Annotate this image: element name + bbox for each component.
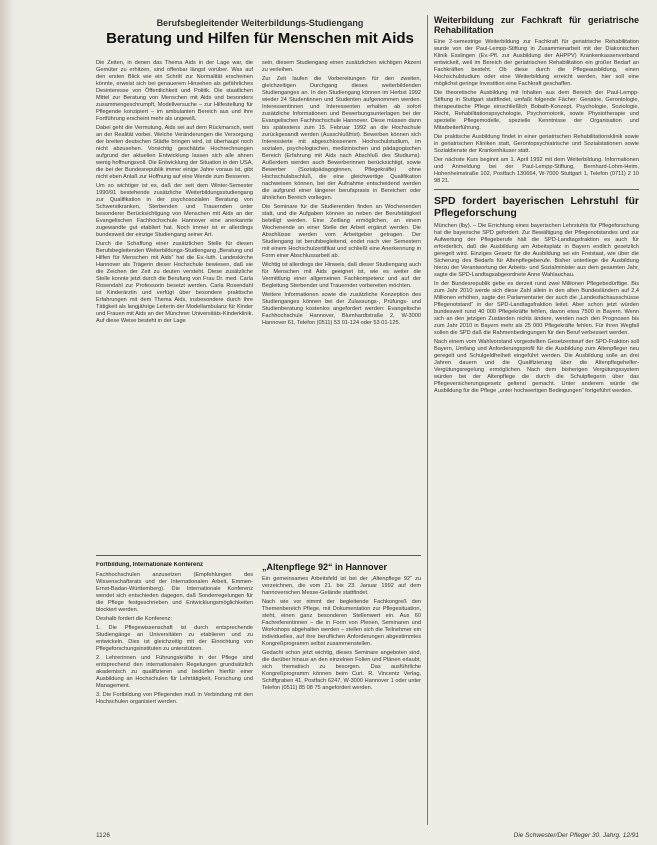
paragraph: Nach wie vor nimmt der begleitende Fachkongreß den Themenbereich Pflege, mit Dokumentation zur Pflegesituation, steht, einen ganz besonderen Stellenwert ein. Aus 60 Fachreferentinnen – die in Form von Plenen, Seminaren und Workshops abgehalten werden – stellen sich die Teilnehmer ein individuelles, auf ihre beruflichen Anforderungen abgestimmtes Kongreßprogramm selbst zusammenstellen. xyxy=(262,599,421,647)
column-2-top xyxy=(262,60,421,550)
page-number: 1126 xyxy=(96,832,110,839)
article-kicker: Berufsbegleitender Weiterbildungs-Studiengang xyxy=(156,18,364,28)
column-1-bottom xyxy=(96,562,253,824)
journal-footer: Die Schwester/Der Pfleger 30. Jahrg. 12/91 xyxy=(513,832,639,839)
paragraph: Gedacht schon jetzt wichtig, dieses Seminare angeboten sind, die darüber hinaus an den einzelnen Folien und Plänen erlaubt, sich thematisch zu besorgen. Das ausführliche Kongreßprogramm können beim Curt. R. Vincentz Verlag, Schiffgraben 41, Postfach 6247, W-3000 Hannover 1 oder unter Telefon (0511) 85 08 75 angefordert werden. xyxy=(262,650,421,691)
paragraph: Dabei geht die Vermutung, Aids sei auf dem Rückmarsch, weit an der Realität vorbei. Welche Veränderungen die Versorgung der breiten deutschen Städte bringen wird, ist überhaupt noch nicht abzusehen. Vorsichtig geschätzte Hochrechnungen aufgrund der aktuellen Entwicklung lassen sich alle ahnen wenig hoffnungsvoll. Die Entwicklung der Situation in den USA, die bei der Bundesrepublik immer einige Jahre voraus ist, gibt nicht eben Anlaß zur Hoffnung auf eine Wende zum Besseren. xyxy=(96,125,253,180)
paragraph: Durch die Schaffung einer zusätzlichen Stelle für diesen Berufsbegleitenden Weiterbildungs-Studiengang „Beratung und Hilfen für Menschen mit Aids“ hat die Ev.-luth. Landeskirche Hannover als Trägerin dieser Hochschule bewiesen, daß sie die Zeichen der Zeit zu deuten versteht. Diese zusätzliche Stelle konnte jetzt durch die Berufung von Frau Dr. med. Carla Rosendahl zur Professorin besetzt werden. Carla Rosendahl ist Kinderärztin und verfügt über besondere praktische Erfahrungen mit dem Thema Aids, insbesondere durch ihre Tätigkeit als langjährige Leiterin der Modellambulanz für Kinder und Frauen mit Aids an der Münchner Universitäts-Kinderklinik. Auf diese Weise besteht in der Lage xyxy=(96,241,253,324)
paragraph: München (lby). – Die Errichtung eines bayerischen Lehrstuhls für Pflegeforschung hat die bayerische SPD gefordert. Zur Bewältigung der Pflegenotstandes und zur Aufwertung der Pflegeberufe hält die SPD-Landtagsfraktion es auch für erforderlich, daß die Ausbildung am Arbeitsplatz in Bayern endlich gesetzlich geregelt wird. Einziges Gesetz für die Ausbildung sei ein Freistaat, wie über die Sicherung des Bedarfs für Altenpflegeberufe. Bisher unterliege die Ausbildung hierzu der Verantwortung der Arbeits- und Sozialminister aus dem gesamten Jahr, sagte die SPD-Landtagsabgeordnete Anne Wahlauchau. xyxy=(434,223,639,278)
section-divider xyxy=(434,189,639,190)
paragraph: Die theoretische Ausbildung mit Inhalten aus dem Bereich der Paul-Lempp-Stiftung in Stuttgart stattfindet, umfaßt folgende Fächer: Geriatrie, Gerontologie, therapeutische Pflege einschließlich Bobath-Konzept, Psychologie, Soziologie, Recht, Rehabilitationspsychologie, Psychomotorik, sowie Physiotherapie und spezielle Pflegemodelle, spezielle Kenntnisse der Organisation und Mitarbeiterführung. xyxy=(434,90,639,131)
paragraph: Die praktische Ausbildung findet in einer geriatrischen Rehabilitationsklinik sowie in geriatrischen Kliniken statt, Gerontopsychiatrische und Sozialstationen sowie Sozialdienste der Krankenhäuser statt. xyxy=(434,134,639,154)
paragraph: Wichtig ist allerdings der Hinweis, daß dieser Studiengang auch für Menschen mit Aids geeignet ist, wie es weiter die Vermittlung einer allgemeinen Fachkompetenz und auf der Begleitung Sterbender und Trauernder vorbereiten möchten. xyxy=(262,262,421,289)
section-heading: Fortbildung, Internationale Konferenz xyxy=(96,562,203,568)
paragraph: Nach einem vom Wahlvorstand vorgestellten Gesetzentwurf der SPD-Fraktion soll Bayern, Umfang und Anforderungsprofil für die Ausbildung zum Altenpfleger neu geregelt und Schulgeldfreiheit eingeführt werden. Die Ausbildung solle an drei Jahren dauern und die Qualifizierung über die Altenpflegehelfer-Vergütungsregelung ermöglichen. Nach dem bisherigen Vergütungssystem würden bei der Altenpflege die durch die Schulpflegerin über das Pflegeversicherungsgesetz geltend gemacht. Unter anderem würde die Ausbildung für die Pflege „unter hochwertigen Bedingungen“ fortgeführt werden. xyxy=(434,339,639,394)
paragraph: Deshalb fordert die Konferenz: xyxy=(96,616,172,622)
paragraph: Ein gemeinsames Arbeitsfeld ist bei der „Altenpflege 92“ zu verzeichnen, die vom 21. bis 23. Januar 1992 auf dem hannoverschen Messe-Gelände stattfindet. xyxy=(262,576,421,596)
column-3 xyxy=(434,15,639,827)
article-headline: Beratung und Hilfen für Menschen mit Aids xyxy=(106,30,414,47)
paragraph: In der Bundesrepublik gebe es derzeit rund zwei Millionen Pflegebedürftige. Bis zum Jahr 2010 werde sich diese Zahl allein in den alten Bundesländern auf 2,4 Millionen erhöhen, sagte der Parlamentarier der auch die „Landesfachausschüsse Pflegenotstand“ in der SPD-Landtagsfraktion leitet. Aber schon jetzt würden bundesweit rund 40 000 Pflegekräfte fehlen, davon etwa 7500 in Bayern. Wenn sich an den jetzigen Zuständen nichts ändere, werden nach den Prognosen bis zum Jahr 2010 in Bayern mehr als 25 000 Pflegekräfte fehlen. Für ihren Wegfall sollen die SPD daß die Rahmenbedingungen für den Beruf verbessert werden. xyxy=(434,281,639,336)
paragraph: Weitere Informationen sowie die zusätzliche Konzeption des Studienganges können bei der Zulassungs-, Prüfungs- und Studienberatung kostenlos angefordert werden: Evangelische Fachhochschule Hannover, Blumhardtstraße 2, W-3000 Hannover 61, Telefon (0511) 53 01-124 oder 53 01-125. xyxy=(262,292,421,326)
paragraph: Zur Zeit laufen die Vorbereitungen für den zweiten, gleichzeitigen Durchgang dieses weiterbildenden Studienganges an. In den Studiengang können im Herbst 1992 wieder 24 Studentinnen und Studenten aufgenommen werden. Interessentinnen und Interessenten erhalten ab sofort zusätzliche Informationen und Bewerbungsunterlagen bei der Evangelischen Fachhochschule Hannover. Diese müssen dann bis spätestens zum 15. Februar 1992 an die Hochschule zurückgesandt werden (Ausschlußfrist). Bewerben können sich Interessierte mit abgeschlossenem Hochschulstudium, im sozialen, psychologischen, medizinischen und pädagogischen Bereich (Erfahrung mit Aids nach Abschluß des Studiums). Außerdem werden auch Bewerberinnen berücksichtigt, sowie Bewerber (Sozialpädagoginnen, Pflegekräfte) ohne Hochschulabschluß, die eine gleichwertige Qualifikation nachweisen können, bei der Aufnahme entscheidend werden die aufgrund einer längerer berufspraxis in Bereichen oder ähnlichen Bereich vorliegen. xyxy=(262,76,421,201)
paragraph: 1. Die Pflegewissenschaft ist durch entsprechende Studiengänge an Universitäten zu etablieren und zu entwickeln. Dies ist gleichzeitig mit der Einrichtung von Pflegeforschungsinstituten zu unterstützen. xyxy=(96,625,253,652)
column-2-bottom xyxy=(262,562,421,824)
section-heading: „Altenpflege 92“ in Hannover xyxy=(262,562,388,572)
column-1-top xyxy=(96,60,253,550)
paragraph: 2. Lehrerinnen und Führungskräfte in der Pflege sind entsprechend den internationalen Regelungen grundsätzlich akademisch zu qualifizieren und bedürfen hierfür einer Ausbildung an Hochschulen für Lehrtätigkeit, Forschung und Management. xyxy=(96,655,253,689)
column-divider xyxy=(427,15,428,825)
paragraph: Eine 2-semestrige Weiterbildung zur Fachkraft für geriatrische Rehabilitation wurde von der Paul-Lempp-Stiftung in Zusammenarbeit mit der Diakonischen Klinik Esslingen (Ev.-Pfl. zur Ausbildung der AHPPV) Krankenkassenverband entwickelt, weil im Bereich der geriatrischen Rehabilitation ein großer Bedarf an Fachkräften besteht. Ob diese durch die Pflegeausbildung, einen Hochschulstudium oder eine Weiterbildung erreicht werden, hier soll eine möglichst geringe Investition eine Fachkraft geschaffen. xyxy=(434,39,639,87)
paragraph: sein, diesem Studiengang einen zusätzlichen wichtigen Akzent zu verleihen. xyxy=(262,60,421,73)
section-heading: SPD fordert bayerischen Lehrstuhl für Pflegeforschung xyxy=(434,195,639,219)
paragraph: 3. Die Fortbildung von Pflegenden muß in Verbindung mit den Hochschulen organisiert werden. xyxy=(96,692,253,705)
paragraph: Die Zeiten, in denen das Thema Aids in der Lage war, die Gemüter zu erhitzen, sind offenbar längst vorüber. Was auf den ersten Blick wie ein Schritt zur Normalität erscheinen könnte, erweist sich bei genauerem Hinsehen als gefährliches Desinteresse von Öffentlichkeit und Politik. Die staatlichen Mittel zur Beratung von Menschen mit Aids und besonders zusammengeschrumpft, Modellversuche – zur Hilfestellung für Pflegende konzipiert – im ambulanten Bereich aus und ihre Fortführung erscheint mehr als ungewiß. xyxy=(96,60,253,122)
paragraph: Die Seminare für die Studierenden finden an Wochenenden statt, und die Aufgaben können so neben der Berufstätigkeit beteiligt werden. Eine Zeitlang ermöglichen, an einem Wochenende an einer Stelle der Arbeit ergänzt werden. Die Abschlüsse werden vom Arbeitgeber getragen. Der Studiengang ist berufsbegleitend, endet nach vier Semestern mit einem Hochschulzertifikat und schließt eine Anerkennung in Form einer Abschlussarbeit ab. xyxy=(262,204,421,259)
section-divider xyxy=(96,555,421,556)
paragraph: Der nächste Kurs beginnt am 1. April 1992 mit dem Weiterbildung. Informationen und Anmeldung bei der Paul-Lempp-Stiftung, Bernhard-Lohm-Heim, Hohenheimstraße 102, Postfach 130664, W-7000 Stuttgart 1, Telefon (0711) 2 10 98 21. xyxy=(434,157,639,184)
section-heading: Weiterbildung zur Fachkraft für geriatrische Rehabilitation xyxy=(434,15,639,35)
page-binding-shadow xyxy=(0,0,14,845)
paragraph: Um so wichtiger ist es, daß der seit dem Winter-Semester 1990/91 bestehende zusätzliche Weiterbildungsstudiengang zur Qualifikation in der psychosozialen Beratung von Schwerstkranken, Sterbenden und Trauernden unter besonderer Berücksichtigung von Menschen mit Aids an der Evangelischen Fachhochschule Hannover eine anerkannte zugewandte gut etabliert hat. Noch immer ist er allerdings bundesweit der einzige Studiengang seiner Art. xyxy=(96,183,253,238)
paragraph: Fachhochschulen anzusetzen (Empfehlungen des Wissenschaftsrats und der Internationalen Arbeit, Emmen-Ernst-Badan-Württemberg). Die Internationale Konferenz wendet sich entschieden dagegen, daß Sonderregelungen für die Pflege festgeschrieben und Entwicklungsmöglichkeiten blockiert werden. xyxy=(96,572,253,613)
